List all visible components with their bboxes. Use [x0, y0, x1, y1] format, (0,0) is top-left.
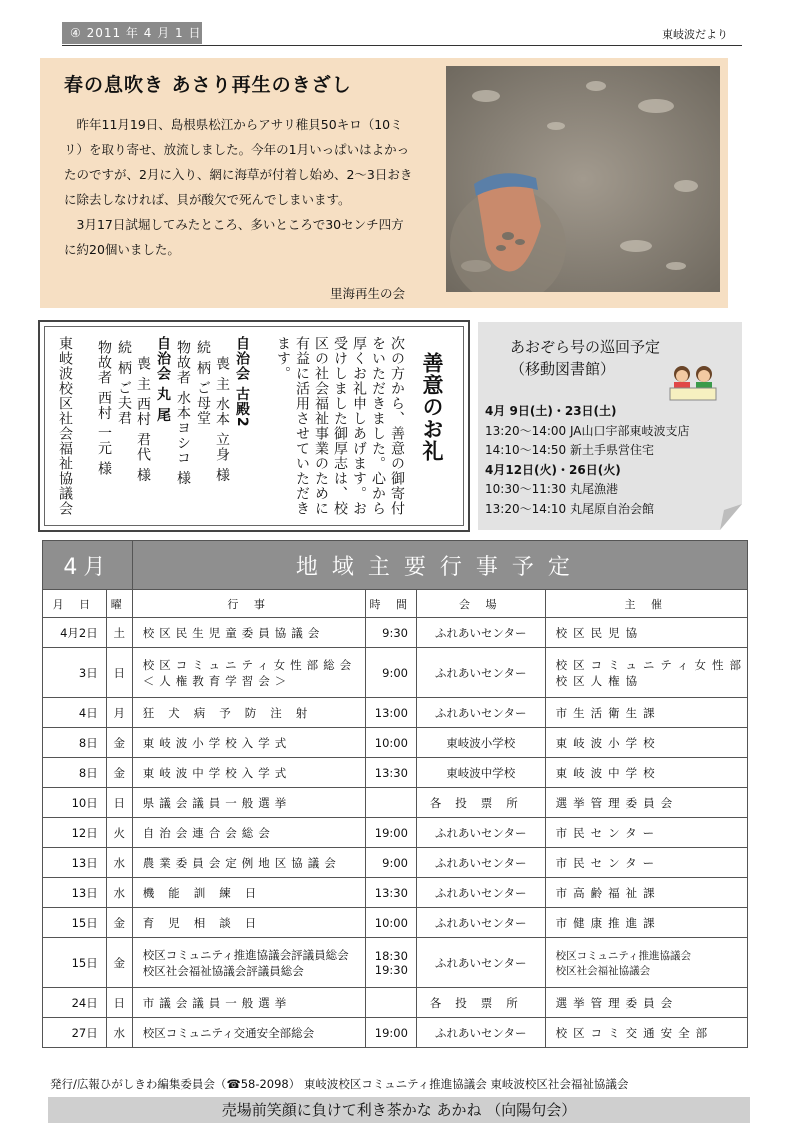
table-row — [43, 618, 748, 648]
donation-row: 物故者 西村 一元 様 — [96, 340, 112, 477]
venue-cell: ふれあいセンター — [416, 618, 545, 648]
schedule-title: 地域主要行事予定 — [132, 541, 747, 590]
time-cell: 10:00 — [366, 908, 417, 938]
donation-row: 喪 主 西村 君代 様 — [135, 356, 151, 483]
col-header-time: 時 間 — [366, 590, 417, 618]
venue-cell: ふれあいセンター — [416, 648, 545, 698]
host-cell: 校区民児協 — [545, 618, 747, 648]
host-cell: 選挙管理委員会 — [545, 788, 747, 818]
col-header-day: 曜 — [106, 590, 132, 618]
haiku-banner: 売場前笑顔に負けて利き茶かな あかね （向陽句会） — [48, 1097, 750, 1123]
col-header-venue: 会 場 — [416, 590, 545, 618]
donation-row: 物故者 水本ヨシコ 様 — [175, 340, 191, 486]
day-cell: 水 — [106, 878, 132, 908]
host-cell: 市健康推進課 — [545, 908, 747, 938]
time-cell: 13:00 — [366, 698, 417, 728]
table-row — [43, 1018, 748, 1048]
day-cell: 水 — [106, 848, 132, 878]
event-cell: 育児相談日 — [132, 908, 366, 938]
table-row — [43, 848, 748, 878]
day-cell: 土 — [106, 618, 132, 648]
date-cell: 3日 — [43, 648, 107, 698]
date-cell: 27日 — [43, 1018, 107, 1048]
time-cell — [366, 988, 417, 1018]
article-body — [64, 112, 416, 262]
date-cell: 24日 — [43, 988, 107, 1018]
day-cell: 日 — [106, 788, 132, 818]
date-cell: 8日 — [43, 728, 107, 758]
clam-photo — [446, 66, 720, 292]
time-cell: 9:00 — [366, 848, 417, 878]
library-title: あおぞら号の巡回予定 （移動図書館） — [510, 338, 661, 378]
time-cell: 9:00 — [366, 648, 417, 698]
host-cell: 市民センター — [545, 818, 747, 848]
library-schedule: 4月 9日(土)・23日(土) 13:20～14:00 JA山口宇部東岐波支店 14:10～14:50 新土手県営住宅 4月12日(火)・26日(火) 10:30～11:30 丸尾漁港 13:20～14:10 丸尾原自治会館 — [485, 404, 690, 516]
day-cell: 金 — [106, 758, 132, 788]
table-row — [43, 938, 748, 988]
table-row — [43, 788, 748, 818]
date-cell: 12日 — [43, 818, 107, 848]
event-cell: 東岐波小学校入学式 — [132, 728, 366, 758]
date-cell: 13日 — [43, 878, 107, 908]
host-cell: 市民センター — [545, 848, 747, 878]
publisher-line: 発行/広報ひがしきわ編集委員会（☎58-2098） 東岐波校区コミュニティ推進協議会 東岐波校区社会福祉協議会 — [50, 1077, 629, 1091]
day-cell: 金 — [106, 728, 132, 758]
event-cell: 農業委員会定例地区協議会 — [132, 848, 366, 878]
col-header-date: 月 日 — [43, 590, 107, 618]
event-cell: 機能訓練日 — [132, 878, 366, 908]
venue-cell: ふれあいセンター — [416, 878, 545, 908]
time-cell: 19:00 — [366, 818, 417, 848]
time-cell: 13:30 — [366, 878, 417, 908]
time-cell — [366, 788, 417, 818]
venue-cell: ふれあいセンター — [416, 818, 545, 848]
venue-cell: 各投票所 — [416, 788, 545, 818]
time-cell: 9:30 — [366, 618, 417, 648]
article-title: 春の息吹き あさり再生のきざし — [64, 74, 352, 96]
association-koden: 自治会 古殿2 — [234, 336, 250, 428]
donation-org: 東岐波校区社会福祉協議会 — [57, 336, 73, 516]
article-signature: 里海再生の会 — [330, 286, 406, 301]
table-row — [43, 988, 748, 1018]
date-cell: 4月2日 — [43, 618, 107, 648]
day-cell: 日 — [106, 648, 132, 698]
day-cell: 月 — [106, 698, 132, 728]
venue-cell: 各投票所 — [416, 988, 545, 1018]
date-cell: 15日 — [43, 908, 107, 938]
host-cell: 校区コミュニティ女性部 校区人権協 — [545, 648, 747, 698]
date-cell: 8日 — [43, 758, 107, 788]
donation-row: 続 柄 ご夫君 — [116, 340, 132, 426]
header-divider — [62, 45, 742, 46]
host-cell: 校区コミ交通安全部 — [545, 1018, 747, 1048]
col-header-host: 主 催 — [545, 590, 747, 618]
page-curl-icon — [720, 504, 742, 530]
event-cell: 自治会連合会総会 — [132, 818, 366, 848]
table-row — [43, 758, 748, 788]
event-cell: 東岐波中学校入学式 — [132, 758, 366, 788]
host-cell: 校区コミュニティ推進協議会 校区社会福祉協議会 — [545, 938, 747, 988]
reading-children-icon — [668, 362, 720, 406]
event-cell: 校区コミュニティ交通安全部総会 — [132, 1018, 366, 1048]
host-cell: 選挙管理委員会 — [545, 988, 747, 1018]
donation-text: 次の方から、善意の御寄付をいただきました。心から厚くお礼申しあげます。お受けしました御厚志は、校区の社会福祉事業のために有益に活用させていただきます。 — [275, 336, 405, 516]
venue-cell: ふれあいセンター — [416, 848, 545, 878]
host-cell: 東岐波中学校 — [545, 758, 747, 788]
time-cell: 13:30 — [366, 758, 417, 788]
table-row — [43, 908, 748, 938]
day-cell: 金 — [106, 908, 132, 938]
event-cell: 県議会議員一般選挙 — [132, 788, 366, 818]
day-cell: 金 — [106, 938, 132, 988]
association-maruo: 自治会 丸 尾 — [155, 336, 171, 423]
venue-cell: ふれあいセンター — [416, 908, 545, 938]
event-cell: 校区コミュニティ推進協議会評議員総会 校区社会福祉協議会評議員総会 — [132, 938, 366, 988]
date-cell: 13日 — [43, 848, 107, 878]
date-cell: 10日 — [43, 788, 107, 818]
host-cell: 市生活衛生課 — [545, 698, 747, 728]
event-cell: 狂犬病予防注射 — [132, 698, 366, 728]
event-cell: 市議会議員一般選挙 — [132, 988, 366, 1018]
venue-cell: ふれあいセンター — [416, 698, 545, 728]
event-schedule-table — [42, 540, 748, 1048]
event-cell: 校区コミュニティ女性部総会 ＜人権教育学習会＞ — [132, 648, 366, 698]
date-cell: 4日 — [43, 698, 107, 728]
time-cell: 19:00 — [366, 1018, 417, 1048]
schedule-month: 4月 — [43, 541, 133, 590]
table-row — [43, 728, 748, 758]
day-cell: 日 — [106, 988, 132, 1018]
schedule-body — [43, 618, 748, 1048]
venue-cell: ふれあいセンター — [416, 938, 545, 988]
table-row — [43, 698, 748, 728]
donation-title: 善意のお礼 — [420, 352, 444, 462]
day-cell: 水 — [106, 1018, 132, 1048]
article-paragraph: 3月17日試堀してみたところ、多いところで30センチ四方に約20個いました。 — [64, 217, 404, 257]
table-row — [43, 648, 748, 698]
date-cell: 15日 — [43, 938, 107, 988]
article-paragraph: 昨年11月19日、島根県松江からアサリ稚貝50キロ（10ミリ）を取り寄せ、放流しました。今年の1月いっぱいはよかったのですが、2月に入り、網に海草が付着し始め、2～3日おきに除去しなければ、貝が酸欠で死んでしまいます。 — [64, 117, 413, 207]
schedule-title-row — [43, 541, 748, 590]
day-cell: 火 — [106, 818, 132, 848]
publication-name: 東岐波だより — [662, 28, 728, 41]
host-cell: 市高齢福祉課 — [545, 878, 747, 908]
venue-cell: ふれあいセンター — [416, 1018, 545, 1048]
donation-row: 続 柄 ご母堂 — [195, 340, 211, 426]
table-row — [43, 818, 748, 848]
col-header-event: 行 事 — [132, 590, 366, 618]
time-cell: 18:30 19:30 — [366, 938, 417, 988]
table-row — [43, 878, 748, 908]
donation-row: 喪 主 水本 立身 様 — [214, 356, 230, 483]
schedule-header-row — [43, 590, 748, 618]
venue-cell: 東岐波小学校 — [416, 728, 545, 758]
time-cell: 10:00 — [366, 728, 417, 758]
issue-date: ④ 2011 年 4 月 1 日 — [62, 22, 202, 44]
event-cell: 校区民生児童委員協議会 — [132, 618, 366, 648]
host-cell: 東岐波小学校 — [545, 728, 747, 758]
venue-cell: 東岐波中学校 — [416, 758, 545, 788]
